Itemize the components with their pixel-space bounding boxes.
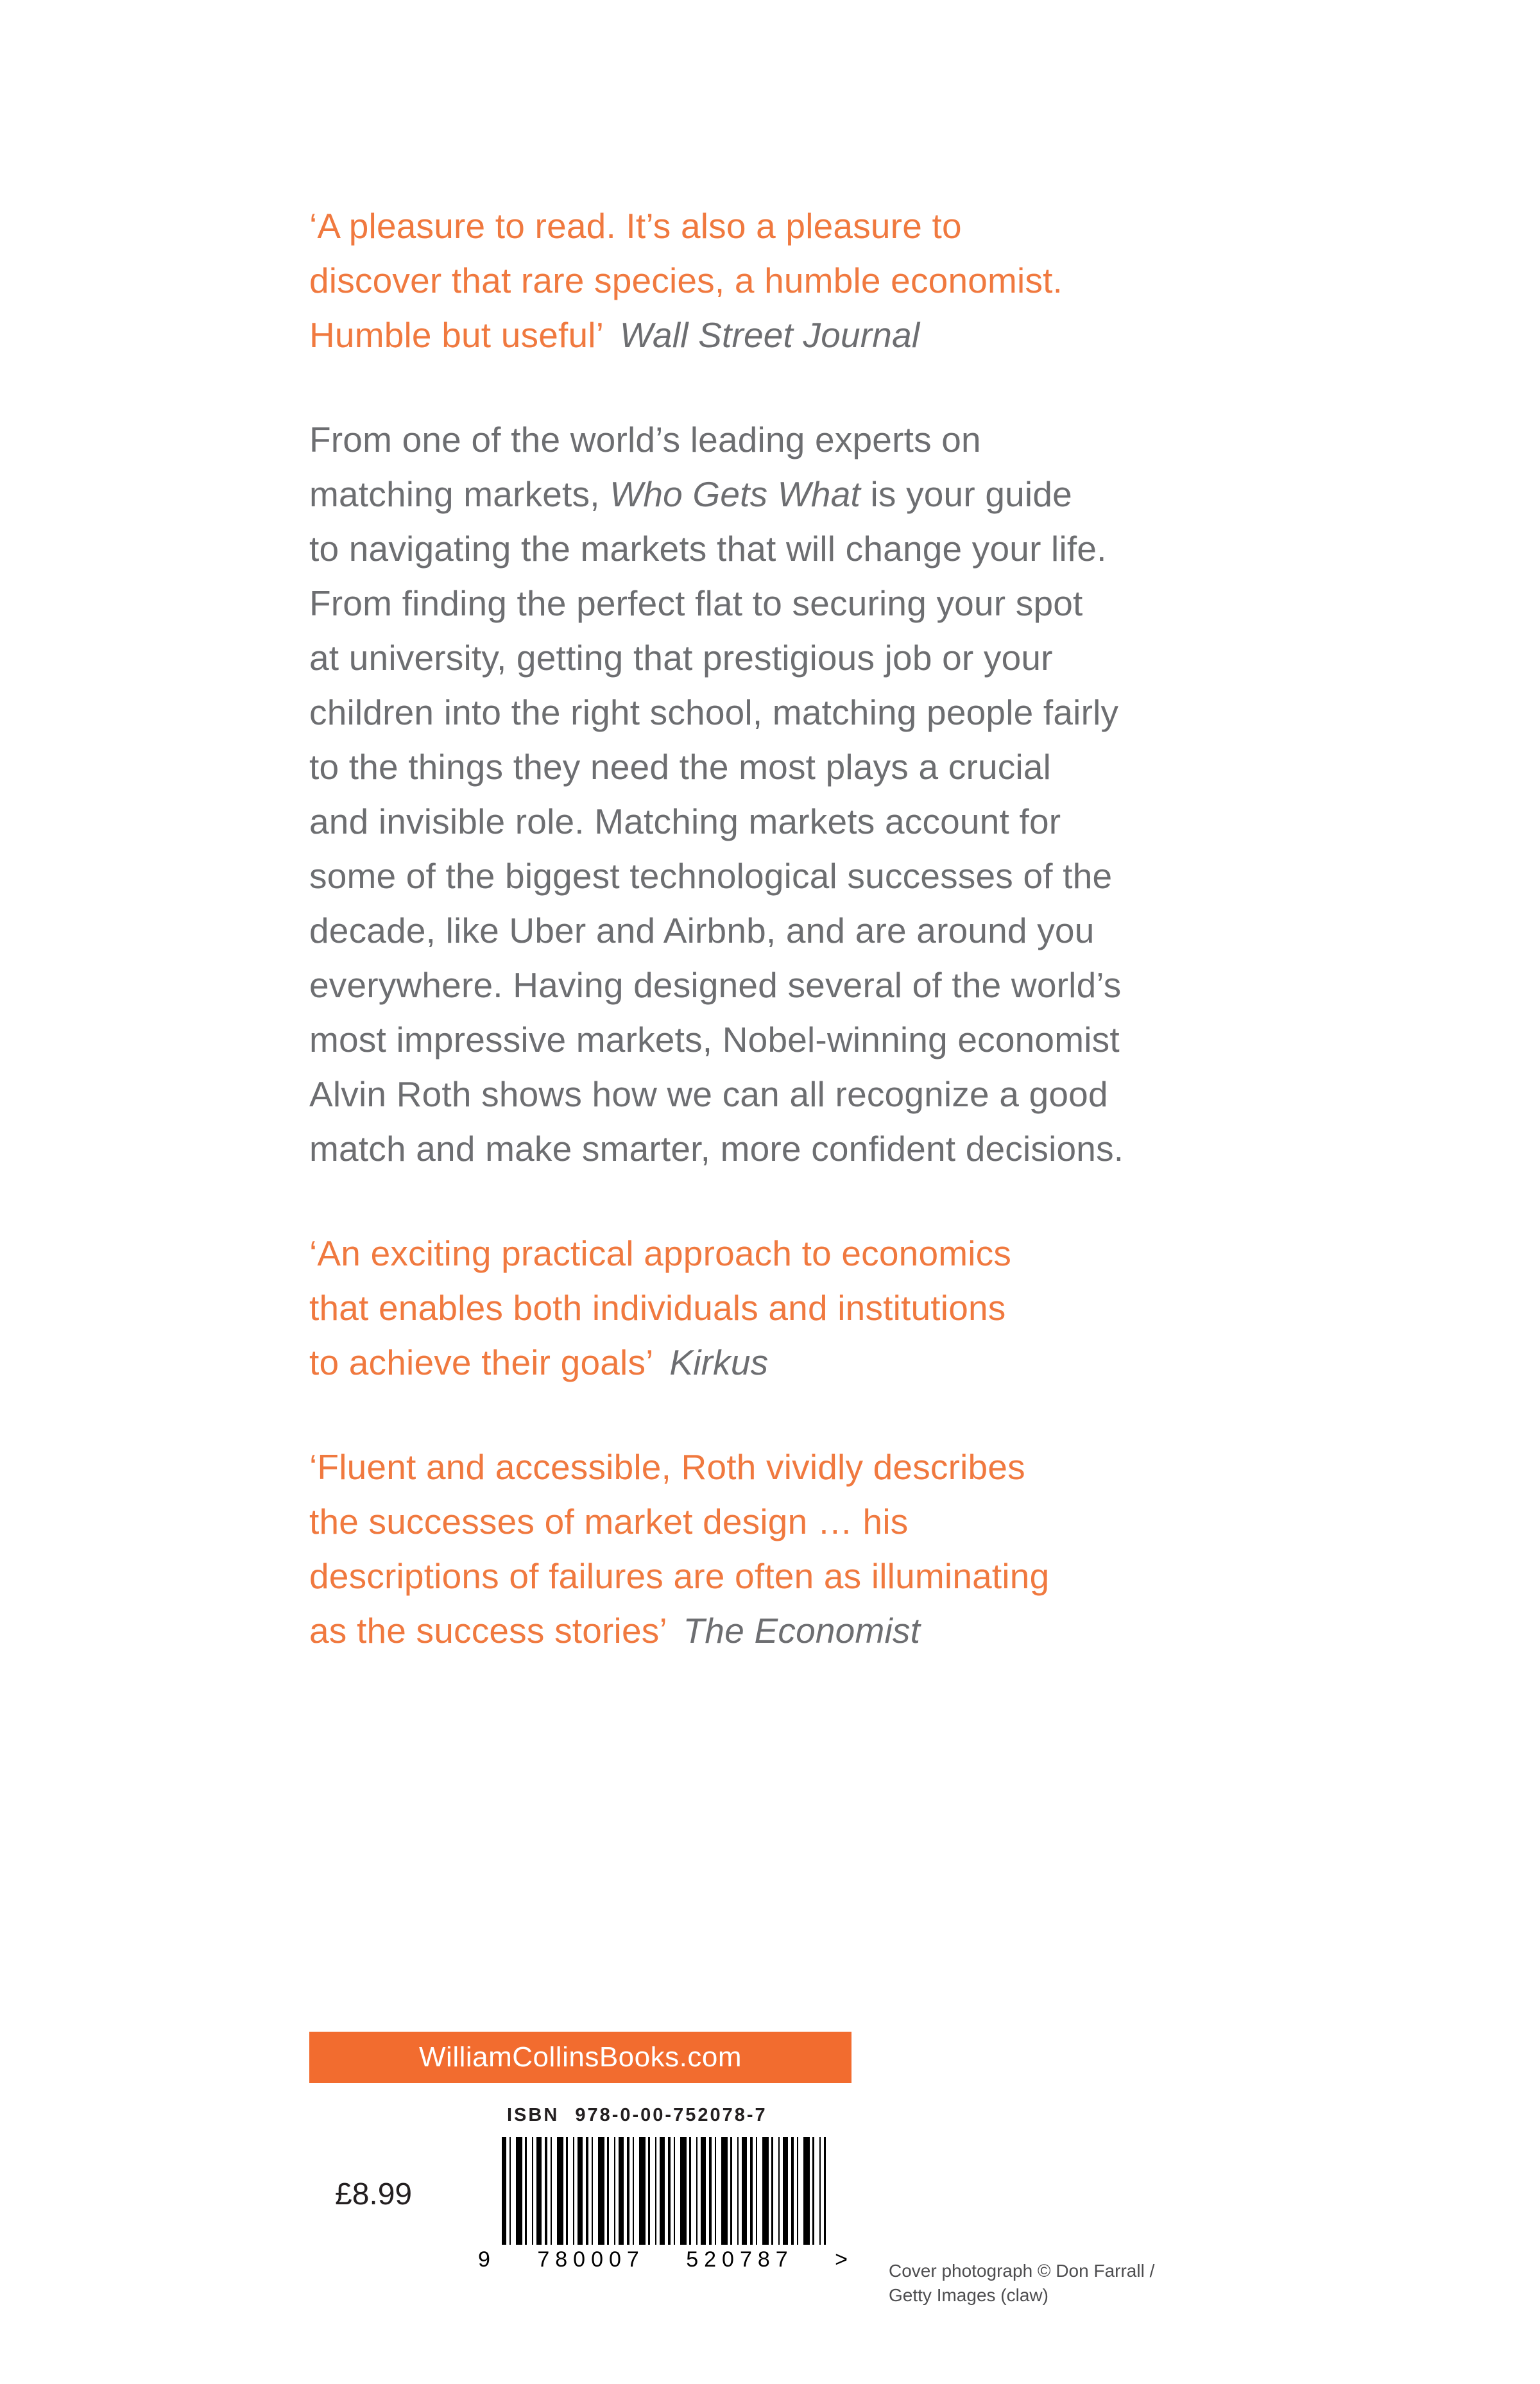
synopsis-line: most impressive markets, Nobel-winning economist <box>309 1020 1120 1059</box>
quote-line: ‘An exciting practical approach to economics <box>309 1233 1012 1273</box>
publisher-website: WilliamCollinsBooks.com <box>419 2041 742 2073</box>
synopsis-line: match and make smarter, more confident decisions. <box>309 1129 1124 1169</box>
photo-credit-line: Cover photograph © Don Farrall / <box>889 2261 1155 2281</box>
barcode <box>502 2137 826 2245</box>
barcode-digits <box>478 2247 853 2272</box>
barcode-group: 520787 <box>686 2247 794 2272</box>
spacer <box>309 1176 1400 1226</box>
quote-line: discover that rare species, a humble economist. <box>309 261 1063 300</box>
quote-attribution: Kirkus <box>669 1342 769 1382</box>
barcode-chevron: > <box>835 2247 853 2272</box>
synopsis-line: at university, getting that prestigious job or your <box>309 638 1053 678</box>
quote-line: ‘Fluent and accessible, Roth vividly describes <box>309 1447 1025 1487</box>
quote-line <box>309 1604 1400 1658</box>
synopsis-line: everywhere. Having designed several of the world’s <box>309 965 1122 1005</box>
synopsis-line: children into the right school, matching people fairly <box>309 692 1119 732</box>
quote-line <box>309 308 1400 363</box>
synopsis-line <box>309 467 1400 522</box>
synopsis-line: to navigating the markets that will change your life. <box>309 529 1107 569</box>
synopsis-line: and invisible role. Matching markets account for <box>309 802 1061 841</box>
synopsis-line: From one of the world’s leading experts on <box>309 420 981 459</box>
spacer <box>309 363 1400 413</box>
synopsis-text: matching markets, <box>309 474 610 514</box>
synopsis-paragraph <box>309 413 1400 1176</box>
isbn-label: ISBN 978-0-00-752078-7 <box>507 2105 767 2125</box>
quote-line: descriptions of failures are often as illuminating <box>309 1556 1050 1596</box>
synopsis-text: is your guide <box>860 474 1072 514</box>
quote-line: ‘A pleasure to read. It’s also a pleasure to <box>309 206 962 246</box>
quote-attribution: The Economist <box>683 1611 921 1651</box>
barcode-group: 780007 <box>537 2247 645 2272</box>
synopsis-line: Alvin Roth shows how we can all recognize a good <box>309 1074 1108 1114</box>
kirkus-quote <box>309 1226 1400 1390</box>
photo-credit <box>889 2259 1154 2308</box>
back-cover-text-column <box>309 199 1400 1658</box>
photo-credit-line: Getty Images (claw) <box>889 2285 1048 2305</box>
quote-attribution: Wall Street Journal <box>619 315 920 355</box>
synopsis-line: From finding the perfect flat to securing your spot <box>309 583 1083 623</box>
economist-quote <box>309 1440 1400 1658</box>
synopsis-line: some of the biggest technological successes of the <box>309 856 1113 896</box>
barcode-lead-digit: 9 <box>478 2247 496 2272</box>
quote-line <box>309 1335 1400 1390</box>
synopsis-line: to the things they need the most plays a crucial <box>309 747 1052 787</box>
book-title-italic: Who Gets What <box>610 474 860 514</box>
quote-line: that enables both individuals and institutions <box>309 1288 1006 1328</box>
price: £8.99 <box>335 2177 413 2211</box>
wsj-quote <box>309 199 1400 363</box>
quote-closing-text: to achieve their goals’ <box>309 1342 654 1382</box>
quote-closing-text: Humble but useful’ <box>309 315 604 355</box>
synopsis-line: decade, like Uber and Airbnb, and are around you <box>309 911 1095 950</box>
publisher-banner <box>309 2032 851 2083</box>
quote-line: the successes of market design … his <box>309 1502 909 1541</box>
spacer <box>309 1390 1400 1440</box>
quote-closing-text: as the success stories’ <box>309 1611 667 1651</box>
